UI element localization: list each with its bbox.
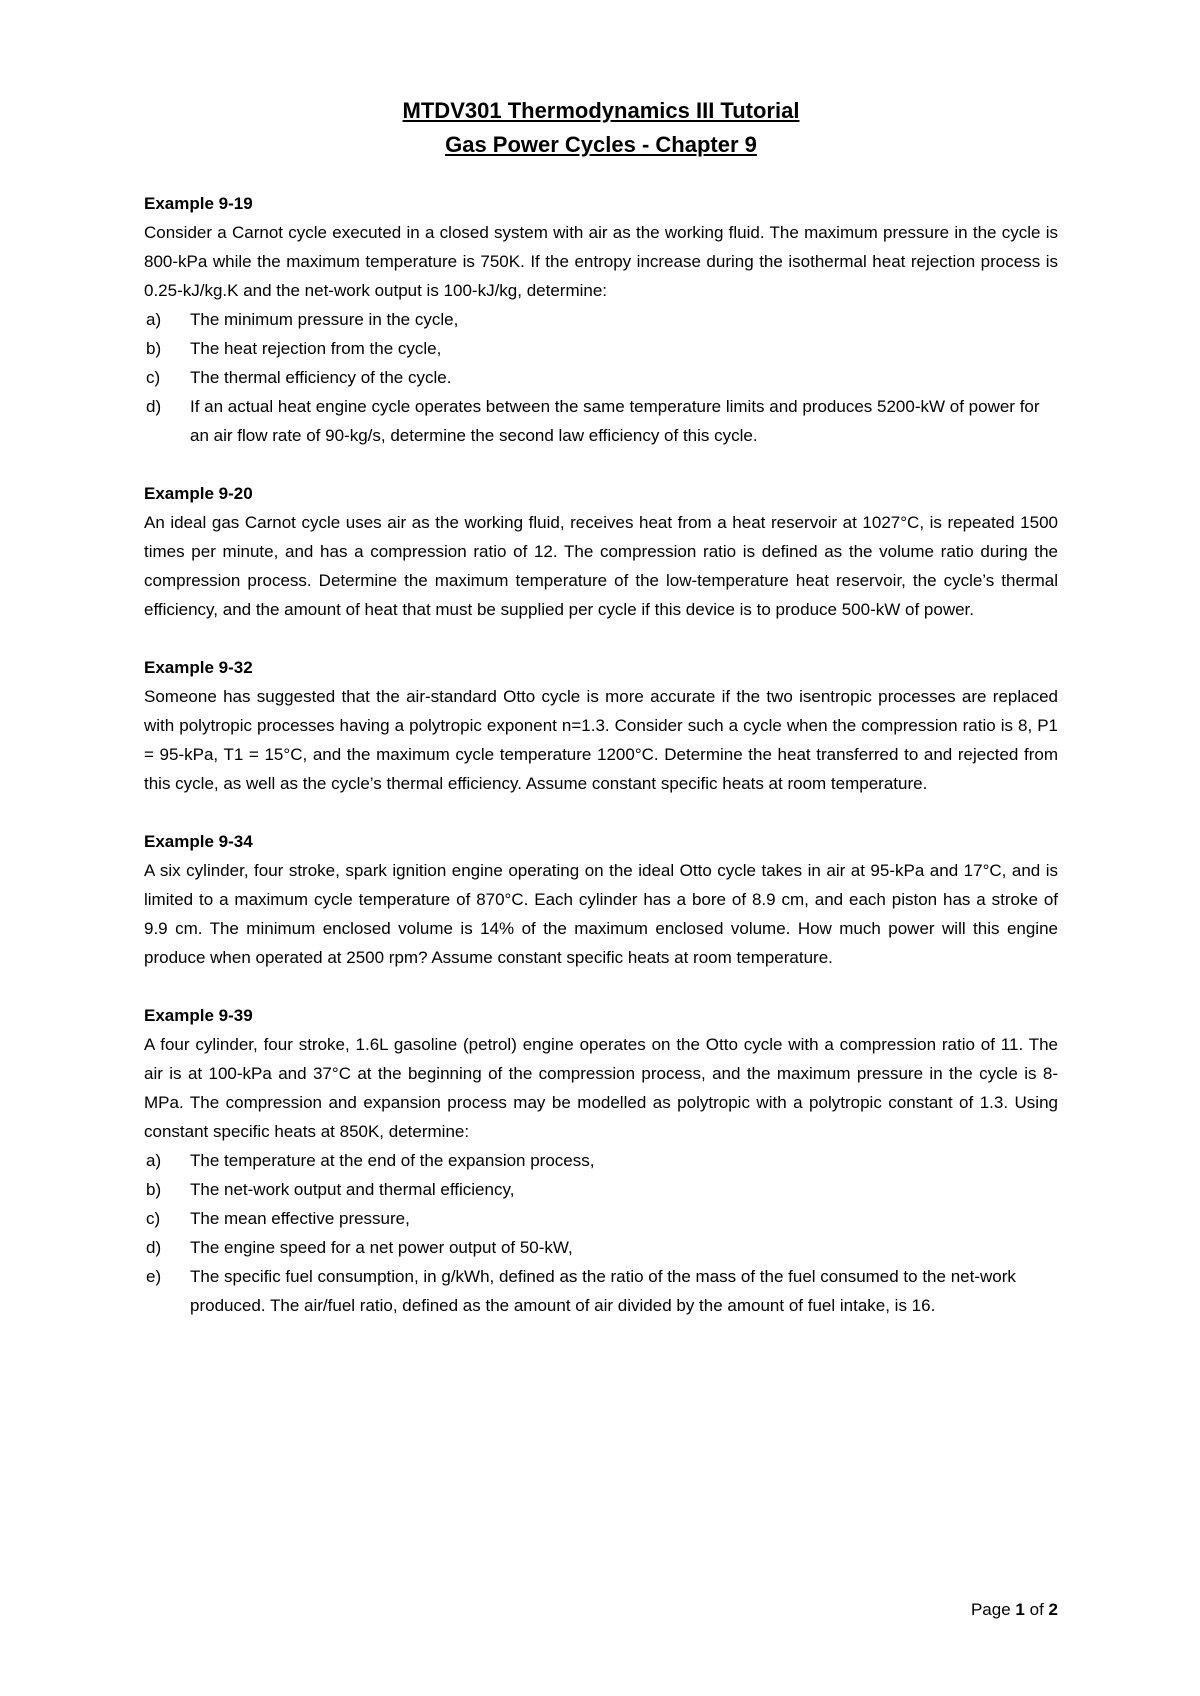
part-letter: a) [146, 310, 162, 329]
example-part [144, 392, 1058, 450]
example-section [144, 189, 1058, 450]
part-letter: e) [146, 1267, 162, 1286]
part-letter: d) [146, 1238, 162, 1257]
document-header [144, 94, 1058, 162]
page-of: of [1029, 1600, 1044, 1619]
example-parts-list [144, 305, 1058, 450]
page-current: 1 [1015, 1600, 1025, 1619]
example-heading: Example 9-34 [144, 832, 253, 851]
example-heading: Example 9-20 [144, 484, 253, 503]
example-section [144, 479, 1058, 624]
example-part [144, 363, 1058, 392]
example-body: A six cylinder, four stroke, spark ignition engine operating on the ideal Otto cycle takes in air at 95-kPa and 17°C, and is limited to a maximum cycle temperature of 870°C. Each cylinder has a bore of 8.9 cm, and each piston has a stroke of 9.9 cm. The minimum enclosed volume is 14% of the maximum enclosed volume. How much power will this engine produce when operated at 2500 rpm? Assume constant specific heats at room temperature. [144, 861, 1058, 967]
part-text: The temperature at the end of the expansion process, [190, 1151, 595, 1170]
example-part [144, 1204, 1058, 1233]
example-heading: Example 9-19 [144, 194, 253, 213]
part-letter: b) [146, 1180, 162, 1199]
example-part [144, 334, 1058, 363]
part-text: The thermal efficiency of the cycle. [190, 368, 452, 387]
example-part [144, 1233, 1058, 1262]
part-letter: d) [146, 397, 162, 416]
part-letter: b) [146, 339, 162, 358]
example-part [144, 305, 1058, 334]
document-title: MTDV301 Thermodynamics III Tutorial [402, 98, 800, 123]
part-letter: c) [146, 1209, 161, 1228]
part-letter: a) [146, 1151, 162, 1170]
example-part [144, 1262, 1058, 1320]
example-body: Consider a Carnot cycle executed in a closed system with air as the working fluid. The maximum pressure in the cycle is 800-kPa while the maximum temperature is 750K. If the entropy increase during the isothermal heat rejection process is 0.25-kJ/kg.K and the net-work output is 100-kJ/kg, determine: [144, 223, 1058, 300]
part-text: The specific fuel consumption, in g/kWh, defined as the ratio of the mass of the fuel consumed to the net-work produced. The air/fuel ratio, defined as the amount of air divided by the amount of fuel intake, is 16. [190, 1267, 1016, 1315]
document-subtitle: Gas Power Cycles - Chapter 9 [445, 132, 757, 157]
part-text: The engine speed for a net power output of 50-kW, [190, 1238, 573, 1257]
example-heading: Example 9-32 [144, 658, 253, 677]
example-body: A four cylinder, four stroke, 1.6L gasoline (petrol) engine operates on the Otto cycle with a compression ratio of 11. The air is at 100-kPa and 37°C at the beginning of the compression process, and the maximum pressure in the cycle is 8-MPa. The compression and expansion process may be modelled as polytropic with a polytropic constant of 1.3. Using constant specific heats at 850K, determine: [144, 1035, 1058, 1141]
part-text: The net-work output and thermal efficiency, [190, 1180, 515, 1199]
page-total: 2 [1048, 1600, 1058, 1619]
part-text: If an actual heat engine cycle operates between the same temperature limits and produces 5200-kW of power for an air flow rate of 90-kg/s, determine the second law efficiency of this cycle. [190, 397, 1040, 445]
example-part [144, 1146, 1058, 1175]
part-text: The mean effective pressure, [190, 1209, 410, 1228]
example-body: An ideal gas Carnot cycle uses air as the working fluid, receives heat from a heat reservoir at 1027°C, is repeated 1500 times per minute, and has a compression ratio of 12. The compression ratio is defined as the volume ratio during the compression process. Determine the maximum temperature of the low-temperature heat reservoir, the cycle’s thermal efficiency, and the amount of heat that must be supplied per cycle if this device is to produce 500-kW of power. [144, 513, 1058, 619]
page-label: Page [970, 1600, 1011, 1619]
part-text: The minimum pressure in the cycle, [190, 310, 459, 329]
example-section [144, 1001, 1058, 1320]
example-parts-list [144, 1146, 1058, 1320]
example-body: Someone has suggested that the air-standard Otto cycle is more accurate if the two isentropic processes are replaced with polytropic processes having a polytropic exponent n=1.3. Consider such a cycle when the compression ratio is 8, P1 = 95-kPa, T1 = 15°C, and the maximum cycle temperature 1200°C. Determine the heat transferred to and rejected from this cycle, as well as the cycle’s thermal efficiency. Assume constant specific heats at room temperature. [144, 687, 1058, 793]
example-heading: Example 9-39 [144, 1006, 253, 1025]
example-section [144, 653, 1058, 798]
part-text: The heat rejection from the cycle, [190, 339, 442, 358]
page-number [971, 1598, 1058, 1622]
example-section [144, 827, 1058, 972]
example-part [144, 1175, 1058, 1204]
part-letter: c) [146, 368, 161, 387]
